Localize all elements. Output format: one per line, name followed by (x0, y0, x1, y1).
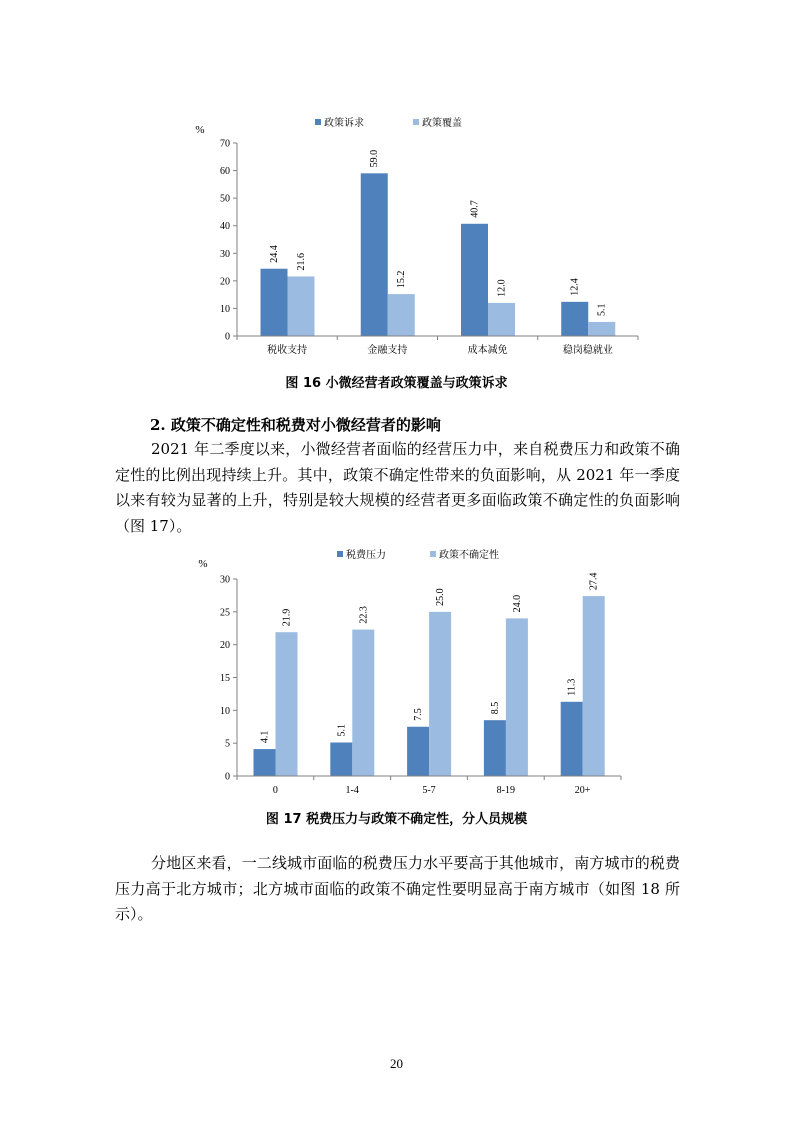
data-label-s2-c3: 25.0 (435, 588, 447, 606)
bar-s1-c4 (561, 302, 588, 336)
legend-swatch-2 (413, 119, 419, 125)
data-label-s2-c1: 21.9 (281, 608, 293, 627)
data-label-s1-c4: 12.4 (569, 278, 581, 296)
data-label-s1-c1: 4.1 (259, 730, 271, 744)
y-tick-label-5: 40 (220, 221, 230, 233)
y-tick-label-3: 10 (220, 705, 230, 717)
bar-s2-c5 (583, 596, 605, 776)
bar-s2-c3 (488, 303, 515, 336)
data-label-s2-c5: 27.4 (588, 572, 600, 591)
legend-swatch-1 (337, 551, 343, 557)
figure-17-chart (0, 545, 793, 800)
y-tick-label-6: 50 (220, 193, 230, 205)
y-tick-label-2: 5 (225, 738, 230, 750)
data-label-s1-c2: 59.0 (369, 149, 381, 168)
y-tick-label-4: 15 (220, 673, 230, 684)
y-tick-label-3: 20 (220, 276, 230, 288)
paragraph-1: 2021 年二季度以来，小微经营者面临的经营压力中，来自税费压力和政策不确定性的比例出现持续上升。其中，政策不确定性带来的负面影响，从 2021 年一季度以来有较为显著的上升，特别是较大规模的经营者更多面临政策不确定性的负面影响（图 17）。 (115, 440, 680, 535)
page-number: 20 (390, 1056, 403, 1071)
bar-s1-c5 (561, 702, 583, 776)
bar-s1-c2 (361, 173, 388, 336)
bar-s2-c3 (429, 612, 451, 776)
bar-s1-c1 (254, 749, 276, 776)
x-tick-label-4: 8-19 (496, 785, 515, 796)
bar-s2-c1 (276, 632, 298, 776)
y-axis-label: % (198, 558, 208, 570)
data-label-s1-c3: 40.7 (469, 200, 481, 218)
legend-swatch-1 (315, 119, 321, 125)
x-tick-label-3: 5-7 (422, 785, 436, 796)
legend-label-1: 政策诉求 (324, 118, 364, 129)
y-tick-label-2: 10 (220, 303, 230, 315)
legend-label-2: 政策覆盖 (422, 118, 462, 129)
x-tick-label-5: 20+ (574, 785, 591, 796)
figure-16-chart (0, 110, 793, 360)
figure-17-caption: 图 17 税费压力与政策不确定性，分人员规模 (265, 812, 528, 827)
legend-swatch-2 (430, 551, 436, 557)
data-label-s2-c1: 21.6 (296, 252, 307, 271)
data-label-s2-c2: 15.2 (396, 270, 408, 289)
x-tick-label-3: 成本减免 (467, 345, 508, 356)
bar-s2-c2 (352, 630, 374, 776)
y-tick-label-5: 20 (220, 640, 230, 652)
y-tick-label-1: 0 (225, 331, 230, 343)
x-tick-label-1: 税收支持 (267, 345, 308, 356)
bar-s1-c3 (407, 727, 429, 776)
y-tick-label-6: 25 (220, 607, 230, 619)
y-tick-label-8: 70 (220, 138, 230, 150)
x-tick-label-2: 金融支持 (367, 345, 408, 356)
legend-label-1: 税费压力 (346, 550, 386, 561)
bar-s2-c4 (506, 618, 528, 776)
data-label-s1-c4: 8.5 (489, 701, 501, 715)
data-label-s1-c2: 5.1 (336, 724, 348, 737)
bar-s1-c4 (484, 720, 506, 776)
y-axis-label: % (195, 124, 205, 136)
x-tick-label-1: 0 (272, 785, 278, 796)
x-tick-label-4: 稳岗稳就业 (562, 345, 613, 356)
y-tick-label-4: 30 (220, 248, 230, 260)
x-tick-label-2: 1-4 (345, 785, 359, 796)
legend-label-2: 政策不确定性 (439, 550, 499, 561)
y-tick-label-7: 30 (220, 574, 230, 586)
data-label-s1-c3: 7.5 (413, 708, 425, 721)
data-label-s2-c4: 24.0 (511, 594, 523, 613)
paragraph-2: 分地区来看，一二线城市面临的税费压力水平要高于其他城市，南方城市的税费压力高于北方城市；北方城市面临的政策不确定性要明显高于南方城市（如图 18 所示）。 (115, 854, 680, 923)
bar-s1-c1 (261, 269, 288, 336)
bar-s2-c1 (288, 276, 315, 336)
y-tick-label-7: 60 (220, 166, 230, 178)
section-heading: 2. 政策不确定性和税费对小微经营者的影响 (150, 416, 441, 434)
data-label-s2-c2: 22.3 (358, 606, 370, 624)
bar-s1-c3 (461, 224, 488, 336)
bar-s2-c2 (388, 294, 415, 336)
data-label-s1-c1: 24.4 (269, 245, 280, 263)
bar-s1-c2 (330, 743, 352, 776)
figure-16-caption: 图 16 小微经营者政策覆盖与政策诉求 (285, 376, 508, 391)
bar-s2-c4 (588, 322, 615, 336)
data-label-s2-c3: 12.0 (496, 279, 508, 297)
y-tick-label-1: 0 (225, 771, 230, 783)
data-label-s1-c5: 11.3 (566, 678, 578, 696)
data-label-s2-c4: 5.1 (596, 303, 608, 316)
